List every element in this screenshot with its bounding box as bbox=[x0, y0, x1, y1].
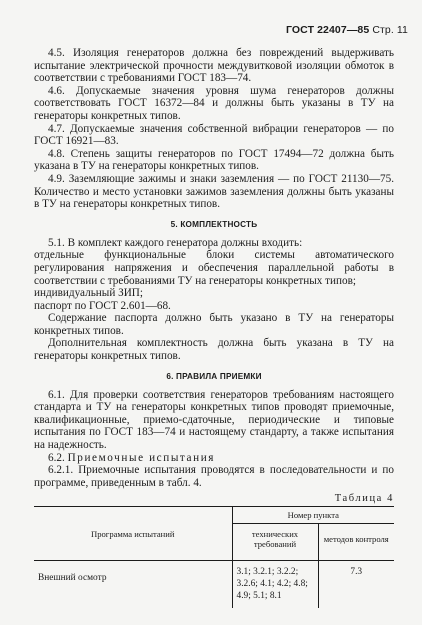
test-program-table bbox=[34, 506, 394, 608]
paragraph-passport-content: Содержание паспорта должно быть указано в ТУ на генераторы конкретных типов. bbox=[34, 312, 394, 337]
document-body bbox=[34, 47, 394, 608]
paragraph-4-8: 4.8. Степень защиты генераторов по ГОСТ 17494—72 должна быть указана в ТУ на генераторы конкретных типов. bbox=[34, 147, 394, 173]
page-header bbox=[286, 24, 408, 36]
paragraph-4-9: 4.9. Заземляющие зажимы и знаки заземления — по ГОСТ 21130—75. Количество и место установки зажимов заземления должны быть указаны в ТУ на генераторы конкретных типов. bbox=[34, 172, 394, 211]
col-requirements-header: технических требований bbox=[232, 524, 318, 561]
paragraph-6-2-number: 6.2. bbox=[48, 451, 65, 464]
paragraph-4-6: 4.6. Допускаемые значения уровня шума генераторов должны соответствовать ГОСТ 16372—84 и должны быть указаны в ТУ на генераторы конкретных типов. bbox=[34, 84, 394, 122]
paragraph-6-2-heading: Приемочные испытания bbox=[67, 451, 216, 464]
cell-requirements: 3.1; 3.2.1; 3.2.2; 3.2.6; 4.1; 4.2; 4.8; 4.9; 5.1; 8.1 bbox=[232, 561, 318, 608]
paragraph-5-1-item-passport: паспорт по ГОСТ 2.601—68. bbox=[34, 299, 171, 312]
table-caption: Таблица 4 bbox=[334, 493, 394, 505]
section-5-title: 5. КОМПЛЕКТНОСТЬ bbox=[170, 219, 258, 229]
standard-number: ГОСТ 22407—85 bbox=[285, 24, 370, 36]
page-number: Стр. 11 bbox=[372, 24, 408, 36]
paragraph-6-1: 6.1. Для проверки соответствия генераторов требованиям настоящего стандарта и ТУ на генераторы конкретных типов проводят приемочные, квалификационные, приемо-сдаточные, периодические и типовые испытания по ГОСТ 183—74 и настоящему стандарту, а также испытания на надежность. bbox=[34, 388, 394, 452]
section-6-title: 6. ПРАВИЛА ПРИЕМКИ bbox=[166, 371, 262, 381]
paragraph-5-1-item-blocks: отдельные функциональные блоки системы автоматического регулирования напряжения и обеспечения параллельной работы в соответствии с требованиями ТУ на генераторы конкретных типов; bbox=[34, 249, 394, 287]
paragraph-6-2-1: 6.2.1. Приемочные испытания проводятся в последовательности и по программе, приведенным в табл. 4. bbox=[34, 464, 394, 489]
paragraph-5-1: 5.1. В комплект каждого генератора должны входить: bbox=[48, 236, 303, 249]
col-group-header: Номер пункта bbox=[232, 507, 394, 524]
paragraph-additional-set: Дополнительная комплектность должна быть указана в ТУ на генераторы конкретных типов. bbox=[34, 337, 394, 363]
col-methods-header: методов контроля bbox=[318, 524, 394, 561]
col-program-header: Программа испытаний bbox=[34, 507, 232, 561]
paragraph-4-7: 4.7. Допускаемые значения собственной вибрации генераторов — по ГОСТ 16921—83. bbox=[34, 122, 394, 148]
cell-program: Внешний осмотр bbox=[38, 573, 107, 584]
table-row bbox=[34, 561, 394, 608]
paragraph-5-1-item-zip: индивидуальный ЗИП; bbox=[34, 287, 143, 300]
paragraph-4-5: 4.5. Изоляция генераторов должна без повреждений выдерживать испытание электрической прочности междувитковой изоляции обмоток в соответствии с требованиями ГОСТ 183—74. bbox=[34, 47, 394, 85]
paragraph-6-2 bbox=[34, 452, 394, 465]
cell-methods: 7.3 bbox=[318, 561, 394, 608]
